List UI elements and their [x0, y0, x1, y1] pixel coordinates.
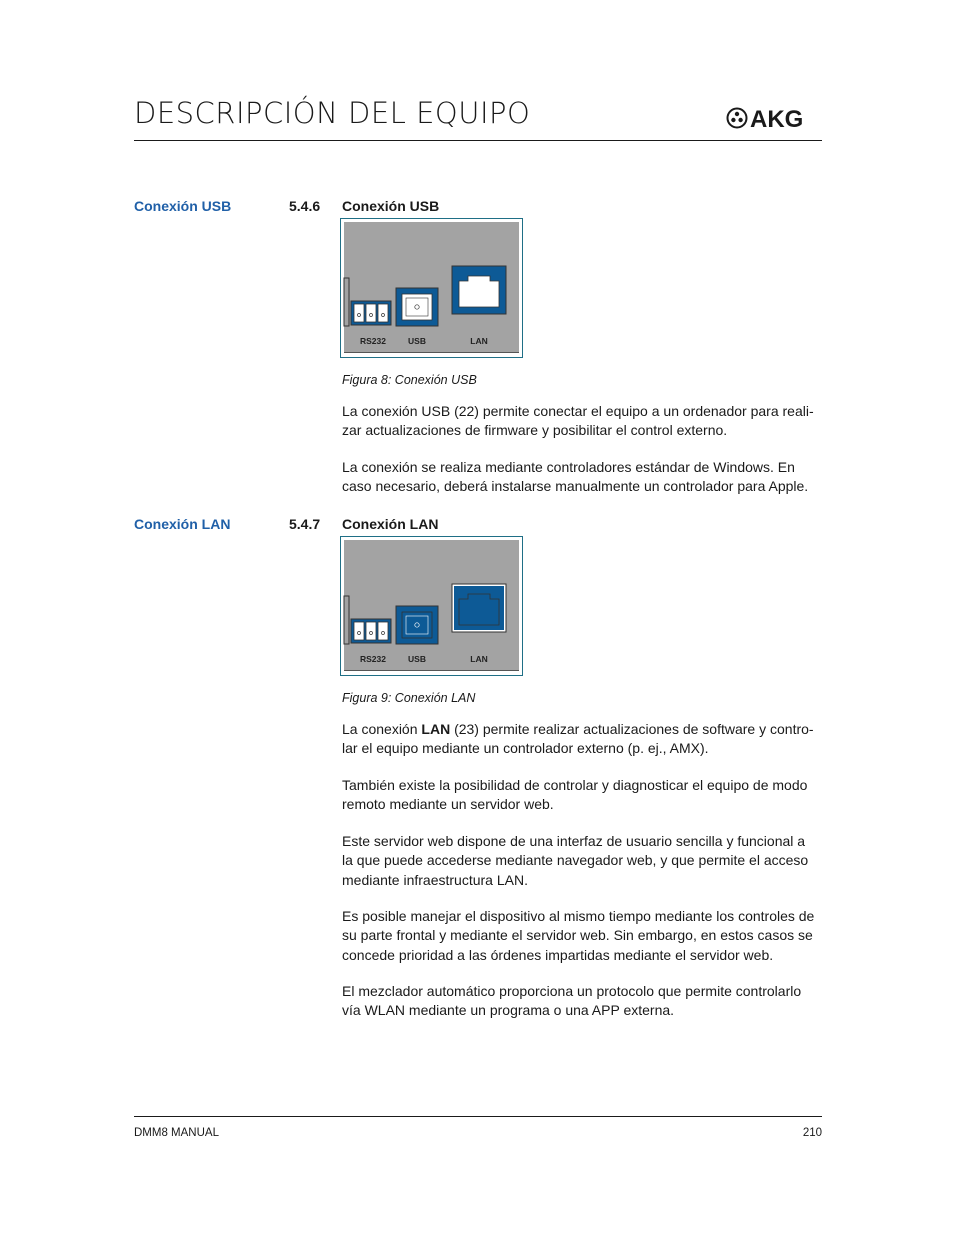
paragraph-usb-2: [342, 458, 824, 497]
paragraph-line: También existe la posibilidad de controlar y diagnosticar el equipo de modo: [342, 777, 808, 793]
figure-label-rs232: RS232: [360, 336, 386, 346]
paragraph-line: mediante infraestructura LAN.: [342, 871, 528, 888]
figure-caption-lan: Figura 9: Conexión LAN: [342, 691, 476, 705]
page-title: DESCRIPCIÓN DEL EQUIPO: [134, 96, 531, 130]
paragraph-lan-3: [342, 832, 824, 890]
paragraph-usb-1: [342, 402, 824, 441]
usb-port: [396, 288, 438, 326]
lan-port: [452, 584, 506, 632]
side-label-lan: Conexión LAN: [134, 516, 231, 532]
paragraph-text: La conexión: [342, 721, 422, 737]
section-number-usb: 5.4.6: [289, 198, 321, 214]
usb-port: [396, 606, 438, 644]
rs232-connector: [351, 619, 391, 643]
paragraph-line: La conexión se realiza mediante controladores estándar de Windows. En: [342, 459, 795, 475]
section-number-lan: 5.4.7: [289, 516, 321, 532]
paragraph-lan-4: [342, 907, 824, 965]
figure-label-lan: LAN: [470, 336, 488, 346]
figure-label-rs232: RS232: [360, 654, 386, 664]
usb-connector-figure: [340, 218, 523, 358]
figure-label-lan: LAN: [470, 654, 488, 664]
footer-manual-name: DMM8 MANUAL: [134, 1127, 219, 1139]
paragraph-line: lar el equipo mediante un controlador externo (p. ej., AMX).: [342, 740, 709, 757]
page-number: 210: [802, 1127, 822, 1139]
figure-label-usb: USB: [408, 654, 426, 664]
paragraph-line: Este servidor web dispone de una interfaz de usuario sencilla y funcional a: [342, 833, 806, 849]
paragraph-line: remoto mediante un servidor web.: [342, 796, 554, 813]
figure-caption-usb: Figura 8: Conexión USB: [342, 373, 477, 387]
paragraph-lan-2: [342, 776, 824, 815]
figure-label-usb: USB: [408, 336, 426, 346]
paragraph-lan-1: [342, 720, 824, 759]
paragraph-line: zar actualizaciones de firmware y posibilitar el control externo.: [342, 422, 728, 439]
section-heading-lan: Conexión LAN: [342, 516, 439, 532]
logo-text: AKG: [750, 106, 804, 130]
paragraph-line: El mezclador automático proporciona un protocolo que permite controlarlo: [342, 983, 802, 999]
side-label-usb: Conexión USB: [134, 198, 232, 214]
paragraph-bold-term: LAN: [421, 721, 451, 737]
paragraph-lan-5: [342, 982, 824, 1021]
lan-port: [452, 266, 506, 314]
header-rule: [134, 140, 822, 141]
paragraph-line: concede prioridad a las órdenes impartidas mediante el servidor web.: [342, 946, 774, 963]
footer-rule: [134, 1116, 822, 1117]
section-heading-usb: Conexión USB: [342, 198, 440, 214]
akg-logo: [726, 106, 824, 130]
paragraph-line: Es posible manejar el dispositivo al mismo tiempo mediante los controles de: [342, 908, 815, 924]
paragraph-line: la que puede accederse mediante navegador web, y que permite el acceso: [342, 852, 809, 869]
rs232-connector: [351, 301, 391, 325]
paragraph-line: caso necesario, deberá instalarse manualmente un controlador para Apple.: [342, 478, 809, 495]
paragraph-line: su parte frontal y mediante el servidor web. Sin embargo, en estos casos se: [342, 927, 813, 944]
paragraph-text: (23) permite realizar actualizaciones de software y contro-: [450, 721, 814, 737]
lan-connector-figure: [340, 536, 523, 676]
paragraph-line: vía WLAN mediante un programa o una APP externa.: [342, 1002, 675, 1019]
paragraph-line: La conexión USB (22) permite conectar el equipo a un ordenador para reali-: [342, 403, 814, 419]
